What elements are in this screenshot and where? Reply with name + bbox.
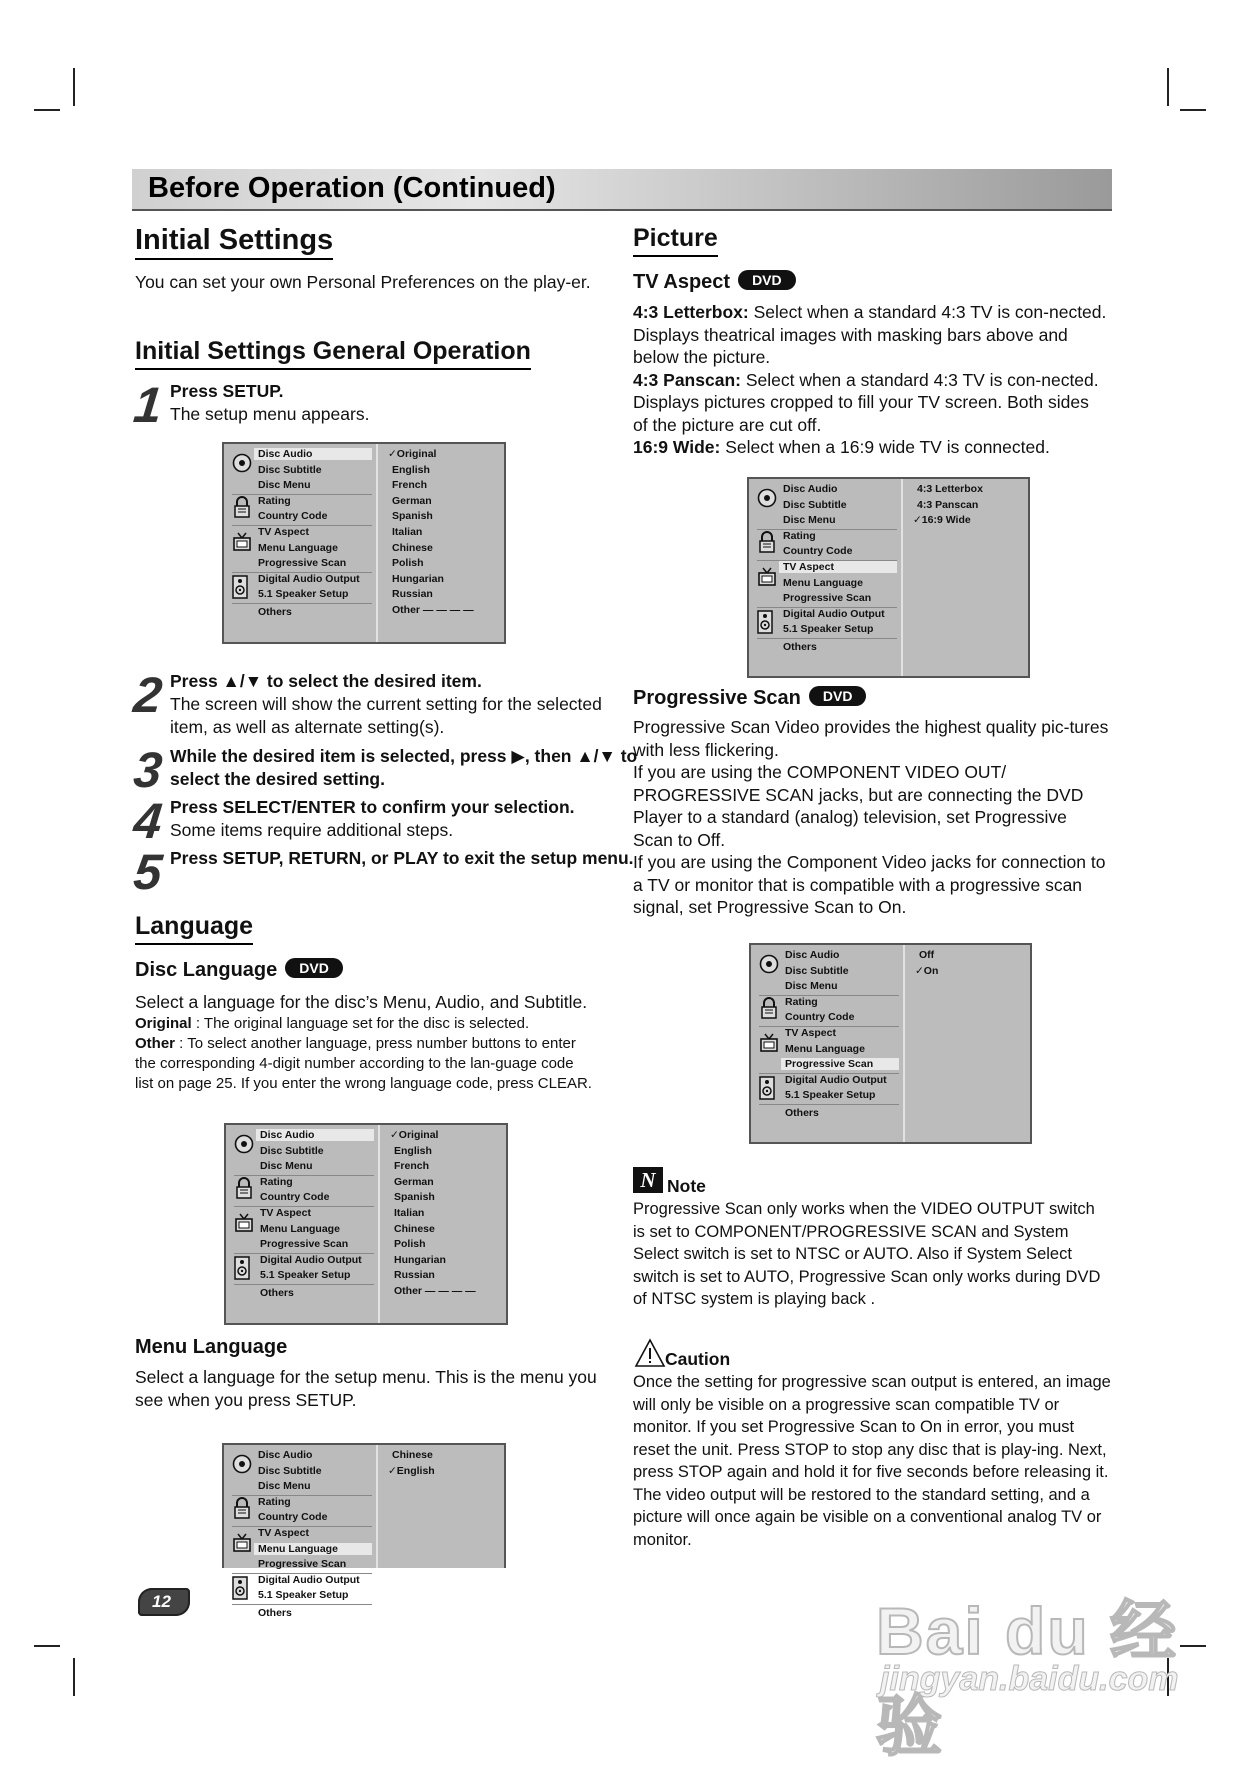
lock-icon <box>232 1496 252 1516</box>
watermark-url: jingyan.baidu.com <box>880 1660 1179 1698</box>
speaker-icon <box>759 1076 779 1096</box>
lock-icon <box>759 996 779 1016</box>
step-instruction: Press SELECT/ENTER to confirm your selection. <box>170 797 575 817</box>
menu-item[interactable]: Digital Audio Output <box>258 572 360 585</box>
menu-item[interactable]: Disc Subtitle <box>785 964 849 977</box>
menu-option[interactable]: English <box>394 1144 432 1157</box>
step-instruction: Press ▲/▼ to select the desired item. <box>170 671 482 691</box>
progressive-scan-desc <box>633 716 1111 919</box>
dvd-badge: DVD <box>738 270 796 290</box>
step-detail: The screen will show the current setting for the selected item, as well as alternate setting(s). <box>170 694 602 737</box>
step-instruction: Press SETUP. <box>170 381 284 401</box>
setup-menu-menu-language <box>222 1443 506 1619</box>
menu-option[interactable]: Chinese <box>394 1222 435 1235</box>
menu-item[interactable]: Rating <box>258 494 291 507</box>
menu-option[interactable]: ✓16:9 Wide <box>913 514 971 527</box>
panscan-label: 4:3 Panscan: <box>633 369 741 390</box>
menu-separator <box>232 525 372 526</box>
menu-separator <box>232 1495 372 1496</box>
menu-option[interactable]: Italian <box>392 526 423 538</box>
tv-aspect-label: TV Aspect <box>633 271 731 293</box>
menu-item[interactable]: 5.1 Speaker Setup <box>785 1089 876 1102</box>
menu-option[interactable]: Russian <box>394 1269 435 1282</box>
menu-language-title: Menu Language <box>135 1336 288 1358</box>
wide-label: 16:9 Wide: <box>633 437 721 457</box>
speaker-icon <box>232 1576 252 1596</box>
speaker-icon <box>232 575 252 595</box>
note-text: Progressive Scan only works when the VIDEO OUTPUT switch is set to COMPONENT/PROGRESSIVE SCAN and System Select switch is set to NTSC or AUTO. Also if System Select switch is set to AUTO, Progressive Scan only works during DVD of NTSC system is playing back . <box>633 1200 1101 1308</box>
dvd-badge: DVD <box>285 958 343 978</box>
menu-item[interactable]: Progressive Scan <box>258 557 347 570</box>
menu-item[interactable]: Disc Subtitle <box>783 498 847 511</box>
menu-item[interactable]: Disc Menu <box>260 1160 313 1173</box>
menu-option[interactable]: Hungarian <box>394 1253 446 1266</box>
menu-item[interactable]: Digital Audio Output <box>785 1073 887 1086</box>
menu-item[interactable]: Disc Menu <box>785 980 838 993</box>
setup-menu-disc-language <box>224 1123 508 1325</box>
menu-separator <box>232 603 372 604</box>
disc-language-title <box>135 958 343 982</box>
menu-item[interactable]: Digital Audio Output <box>783 607 885 620</box>
menu-item[interactable]: Menu Language <box>254 1543 372 1555</box>
menu-item[interactable]: 5.1 Speaker Setup <box>783 623 874 636</box>
lock-icon <box>234 1176 254 1196</box>
menu-item[interactable]: Disc Menu <box>258 479 311 492</box>
caution-title: Caution <box>665 1349 731 1369</box>
menu-option[interactable]: Spanish <box>392 510 433 523</box>
menu-separator <box>232 572 372 573</box>
prog-para-3: If you are using the Component Video jacks for connection to a TV or monitor that is compatible with a progressive scan signal, set Progressive Scan to On. <box>633 852 1106 917</box>
step-detail: The setup menu appears. <box>170 404 370 424</box>
menu-item[interactable]: Digital Audio Output <box>258 1573 360 1586</box>
menu-separator <box>759 1073 899 1074</box>
menu-item[interactable]: TV Aspect <box>258 526 309 538</box>
menu-option[interactable]: 4:3 Letterbox <box>917 483 983 495</box>
other-text: : To select another language, press number buttons to enter the corresponding 4-digit number according to the lan-guage code list on page 25. If you enter the wrong language code, press CLEAR. <box>135 1035 592 1092</box>
menu-item[interactable]: TV Aspect <box>260 1207 311 1219</box>
menu-item[interactable]: Progressive Scan <box>781 1058 899 1070</box>
setup-menu-progressive-scan <box>749 943 1032 1144</box>
menu-item[interactable]: Progressive Scan <box>783 592 872 605</box>
letterbox-text: Select when a standard 4:3 TV is con-nected. Displays theatrical images with masking bars above and below the picture. <box>633 302 1107 367</box>
menu-item[interactable]: Country Code <box>783 545 853 558</box>
menu-option[interactable]: ✓On <box>915 964 939 977</box>
menu-item[interactable]: TV Aspect <box>785 1027 836 1039</box>
setup-menu-disc-audio <box>222 442 506 644</box>
menu-separator <box>234 1206 374 1207</box>
lock-icon <box>232 495 252 515</box>
menu-item[interactable]: Country Code <box>258 1511 328 1524</box>
original-text: : The original language set for the disc is selected. <box>191 1015 530 1032</box>
menu-item[interactable]: Rating <box>260 1175 293 1188</box>
menu-item[interactable]: Others <box>783 641 817 653</box>
menu-item[interactable]: Disc Subtitle <box>258 1464 322 1477</box>
menu-item[interactable]: Others <box>258 1607 292 1619</box>
step-detail: Some items require additional steps. <box>170 820 454 840</box>
menu-item[interactable]: Menu Language <box>783 576 863 589</box>
initial-settings-title: Initial Settings <box>135 224 333 260</box>
banner-title: Before Operation (Continued) <box>148 172 556 204</box>
step-instruction: Press SETUP, RETURN, or PLAY to exit the setup menu. <box>170 848 634 868</box>
menu-item[interactable]: Disc Audio <box>258 1449 313 1461</box>
menu-item[interactable]: Disc Menu <box>258 1480 311 1493</box>
step-number: 5 <box>131 844 165 900</box>
section-banner <box>132 169 1112 211</box>
crop-mark <box>1180 109 1206 111</box>
step-number: 1 <box>131 377 165 433</box>
menu-option[interactable]: English <box>392 463 430 476</box>
menu-item[interactable]: TV Aspect <box>779 561 897 573</box>
menu-option[interactable]: Chinese <box>392 1449 433 1461</box>
menu-item[interactable]: Disc Subtitle <box>260 1144 324 1157</box>
menu-option[interactable]: German <box>394 1175 434 1188</box>
menu-item[interactable]: Others <box>785 1107 819 1119</box>
menu-item[interactable]: TV Aspect <box>258 1527 309 1539</box>
menu-option[interactable]: ✓Original <box>390 1129 439 1141</box>
menu-separator <box>232 1604 372 1605</box>
crop-mark <box>73 68 75 106</box>
menu-item[interactable]: Disc Audio <box>254 448 372 460</box>
menu-item[interactable]: 5.1 Speaker Setup <box>258 588 349 601</box>
tv-aspect-desc <box>633 301 1108 459</box>
disc-icon <box>234 1134 254 1154</box>
progressive-scan-label: Progressive Scan <box>633 687 801 709</box>
other-label: Other <box>135 1035 176 1052</box>
speaker-icon <box>234 1256 254 1276</box>
letterbox-label: 4:3 Letterbox: <box>633 302 749 322</box>
menu-separator <box>757 607 897 608</box>
menu-separator <box>757 638 897 639</box>
disc-icon <box>759 954 779 974</box>
menu-separator <box>232 1573 372 1574</box>
caution-icon <box>634 1338 666 1368</box>
menu-separator <box>759 1026 899 1027</box>
menu-option[interactable]: ✓Original <box>388 448 437 460</box>
setup-menu-tv-aspect <box>747 477 1030 678</box>
original-label: Original <box>135 1015 192 1032</box>
language-heading: Language <box>135 912 253 945</box>
disc-icon <box>757 488 777 508</box>
menu-item[interactable]: Disc Subtitle <box>258 463 322 476</box>
note-title: Note <box>667 1176 706 1196</box>
menu-item[interactable]: Others <box>258 606 292 618</box>
menu-language-desc: Select a language for the setup menu. This is the menu you see when you press SETUP. <box>135 1367 597 1410</box>
menu-item[interactable]: Country Code <box>260 1191 330 1204</box>
disc-language-desc: Select a language for the disc’s Menu, Audio, and Subtitle. <box>135 992 588 1012</box>
menu-item[interactable]: Progressive Scan <box>258 1558 347 1571</box>
menu-separator <box>757 560 897 561</box>
menu-option[interactable]: Other — — — — <box>392 604 474 616</box>
intro-text: You can set your own Personal Preferences on the play-er. <box>135 272 591 292</box>
menu-separator <box>757 529 897 530</box>
original-desc <box>135 1014 605 1034</box>
menu-item[interactable]: Country Code <box>258 510 328 523</box>
watermark-logo: Bai du 经验 <box>876 1594 1179 1763</box>
step-instruction: While the desired item is selected, press ▶, then ▲/▼ to select the desired setting. <box>170 746 638 789</box>
menu-option[interactable]: Other — — — — <box>394 1285 476 1297</box>
tv-icon <box>232 532 252 552</box>
tv-aspect-title <box>633 270 796 294</box>
menu-item[interactable]: Others <box>260 1287 294 1299</box>
menu-item[interactable]: Disc Audio <box>256 1129 374 1141</box>
caution-text: Once the setting for progressive scan output is entered, an image will only be visible on a progressive scan compatible TV or monitor. If you set Progressive Scan to On in error, you must reset the unit. Press STOP to stop any disc that is play-ing. Next, press STOP again and hold it for five seconds before releasing it. The video output will be restored to the standard setting, and a picture will once again be visible on a conventional analog TV or monitor. <box>633 1373 1111 1549</box>
menu-option[interactable]: Chinese <box>392 541 433 554</box>
menu-item[interactable]: Digital Audio Output <box>260 1253 362 1266</box>
wide-text: Select when a 16:9 wide TV is connected. <box>720 437 1050 457</box>
speaker-icon <box>757 610 777 630</box>
menu-item[interactable]: Menu Language <box>785 1042 865 1055</box>
menu-separator <box>234 1284 374 1285</box>
page-number: 12 <box>152 1592 171 1611</box>
prog-para-2: If you are using the COMPONENT VIDEO OUT/ PROGRESSIVE SCAN jacks, but are connecting the DVD Player to a standard (analog) television, set Progressive Scan to Off. <box>633 762 1084 850</box>
menu-item[interactable]: Menu Language <box>258 541 338 554</box>
disc-language-label: Disc Language <box>135 959 278 981</box>
menu-item[interactable]: Menu Language <box>260 1222 340 1235</box>
disc-icon <box>232 453 252 473</box>
menu-separator <box>759 995 899 996</box>
step-number: 4 <box>131 793 165 849</box>
prog-para-1: Progressive Scan Video provides the highest quality pic-tures with less flickering. <box>633 717 1109 760</box>
menu-item[interactable]: 5.1 Speaker Setup <box>258 1589 349 1602</box>
menu-option[interactable]: French <box>392 479 428 492</box>
menu-option[interactable]: Russian <box>392 588 433 601</box>
menu-option[interactable]: Italian <box>394 1207 425 1219</box>
note-icon: N <box>633 1167 663 1193</box>
menu-item[interactable]: Disc Audio <box>785 949 840 961</box>
step-number: 2 <box>131 667 165 723</box>
tv-icon <box>757 567 777 587</box>
menu-item[interactable]: Rating <box>785 995 818 1008</box>
tv-icon <box>759 1033 779 1053</box>
general-operation-heading: Initial Settings General Operation <box>135 337 531 370</box>
menu-item[interactable]: 5.1 Speaker Setup <box>260 1269 351 1282</box>
tv-icon <box>232 1533 252 1553</box>
tv-icon <box>234 1213 254 1233</box>
crop-mark <box>34 1645 60 1647</box>
menu-item[interactable]: Rating <box>258 1495 291 1508</box>
menu-item[interactable]: Disc Audio <box>783 483 838 495</box>
page-number-tab <box>138 1588 190 1616</box>
other-desc <box>135 1034 593 1094</box>
menu-option[interactable]: 4:3 Panscan <box>917 498 979 511</box>
crop-mark <box>73 1658 75 1696</box>
menu-option[interactable]: French <box>394 1160 430 1173</box>
menu-separator <box>234 1253 374 1254</box>
lock-icon <box>757 530 777 550</box>
disc-icon <box>232 1454 252 1474</box>
menu-item[interactable]: Progressive Scan <box>260 1238 349 1251</box>
dvd-badge: DVD <box>809 686 867 706</box>
menu-option[interactable]: Polish <box>392 557 424 570</box>
menu-option[interactable]: Hungarian <box>392 572 444 585</box>
menu-option[interactable]: ✓English <box>388 1464 435 1477</box>
crop-mark <box>34 109 60 111</box>
menu-separator <box>232 1526 372 1527</box>
step-number: 3 <box>131 742 165 798</box>
menu-separator <box>234 1175 374 1176</box>
crop-mark <box>1167 68 1169 106</box>
progressive-scan-title <box>633 686 866 710</box>
menu-item[interactable]: Country Code <box>785 1011 855 1024</box>
menu-item[interactable]: Disc Menu <box>783 514 836 527</box>
menu-option[interactable]: Spanish <box>394 1191 435 1204</box>
menu-option[interactable]: German <box>392 494 432 507</box>
menu-item[interactable]: Rating <box>783 529 816 542</box>
panscan-text: Select when a standard 4:3 TV is con-nected. Displays pictures cropped to fill your TV screen. Both sides of the picture are cut off. <box>633 369 1099 435</box>
menu-option[interactable]: Polish <box>394 1238 426 1251</box>
picture-heading: Picture <box>633 224 718 257</box>
menu-separator <box>759 1104 899 1105</box>
menu-separator <box>232 494 372 495</box>
menu-option[interactable]: Off <box>919 949 935 961</box>
